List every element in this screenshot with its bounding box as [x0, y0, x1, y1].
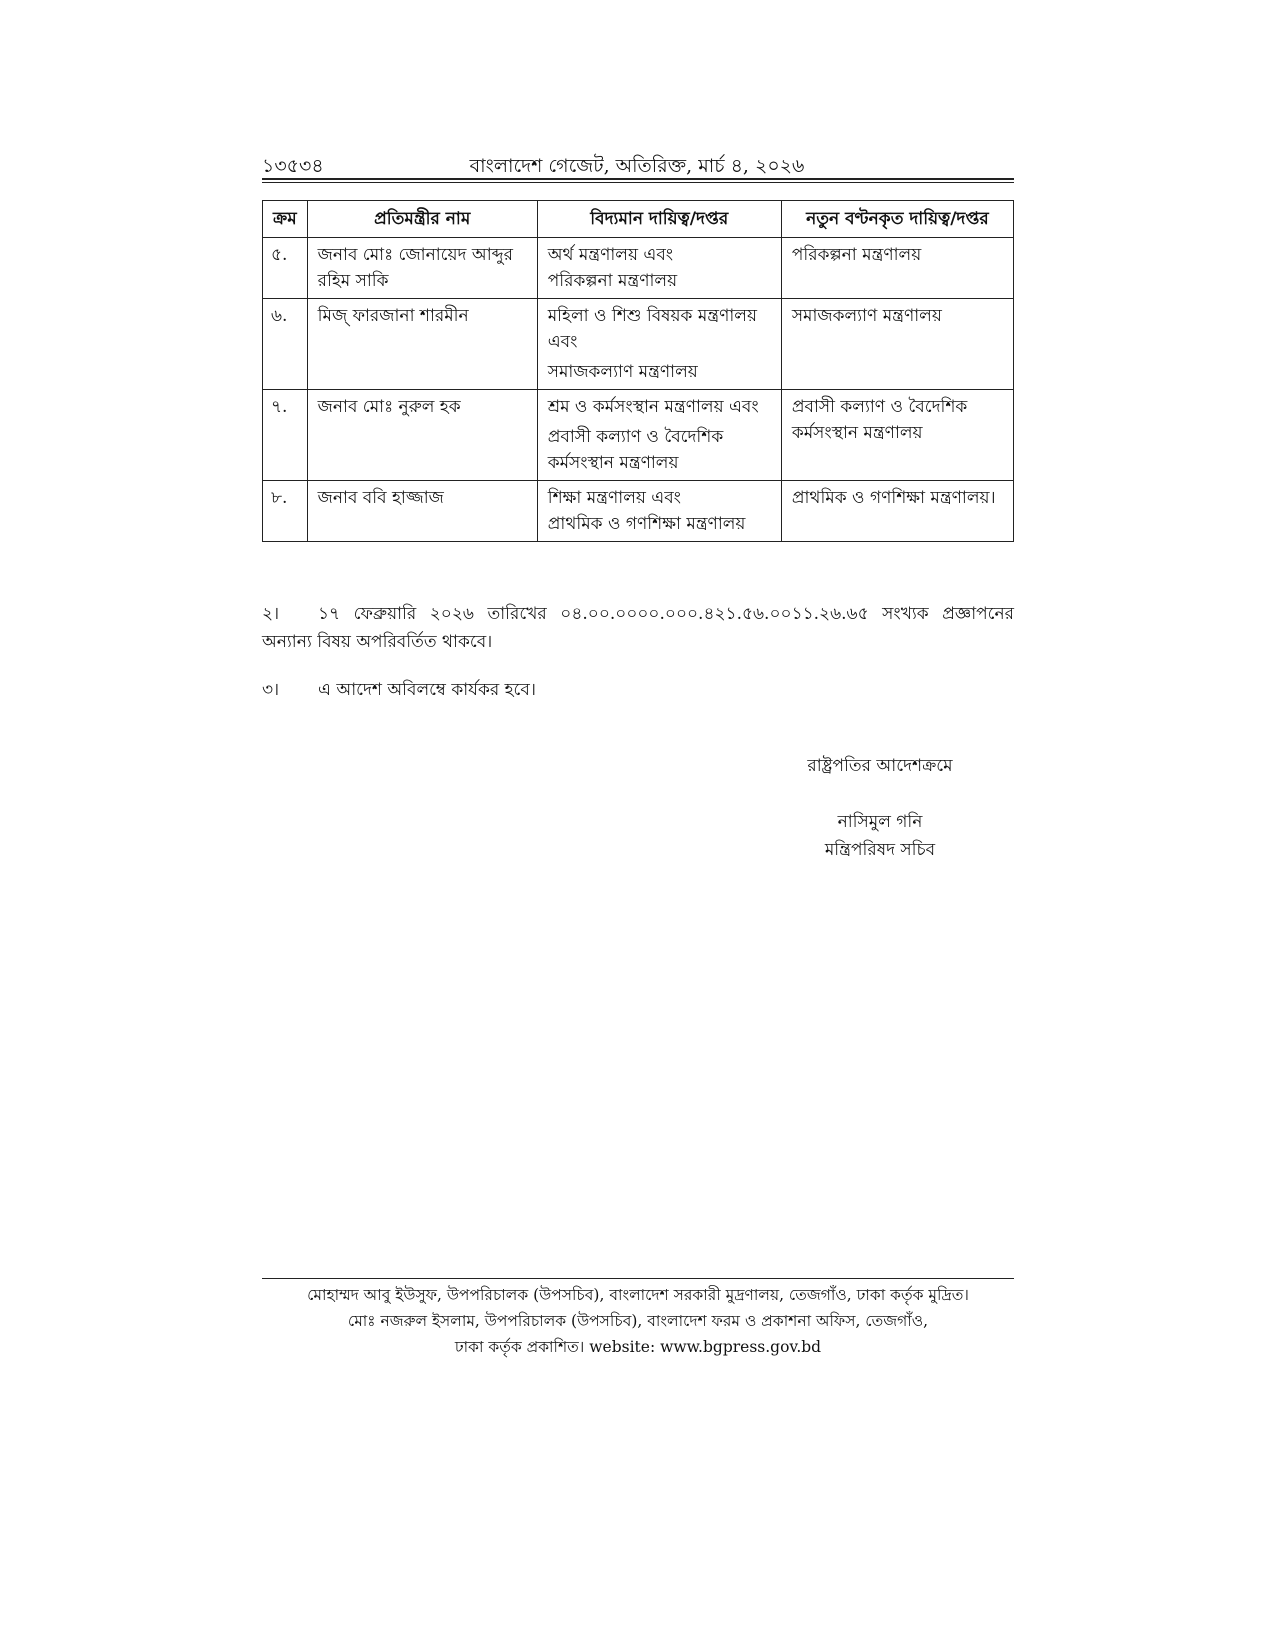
paragraph-3: [262, 676, 1014, 704]
existing-line: অর্থ মন্ত্রণালয় এবং: [547, 245, 674, 265]
header-name: প্রতিমন্ত্রীর নাম: [307, 201, 537, 238]
row-new: পরিকল্পনা মন্ত্রণালয়: [781, 238, 1013, 299]
row-new: প্রবাসী কল্যাণ ও বৈদেশিক কর্মসংস্থান মন্ত্রণালয়: [781, 390, 1013, 481]
row-existing: [537, 481, 781, 542]
existing-line: মহিলা ও শিশু বিষয়ক মন্ত্রণালয় এবং: [547, 306, 757, 352]
row-serial: ৮.: [263, 481, 308, 542]
row-serial: ৭.: [263, 390, 308, 481]
page-header: [262, 152, 1012, 180]
row-serial: ৫.: [263, 238, 308, 299]
signatory-designation: মন্ত্রিপরিষদ সচিব: [824, 840, 936, 860]
header-serial: ক্রম: [263, 201, 308, 238]
row-name: জনাব মোঃ নুরুল হক: [307, 390, 537, 481]
signatory-name: নাসিমুল গনি: [837, 812, 923, 832]
footer-line: মোহাম্মদ আবু ইউসুফ, উপপরিচালক (উপসচিব), বাংলাদেশ সরকারী মুদ্রণালয়, তেজগাঁও, ঢাকা কর্তৃক মুদ্রিত।: [307, 1286, 969, 1304]
imprint-footer: [262, 1282, 1014, 1360]
table-row: [263, 238, 1014, 299]
allocation-table: [262, 200, 1014, 542]
table-row: [263, 390, 1014, 481]
paragraph-number: ৩।: [262, 680, 280, 700]
row-new: প্রাথমিক ও গণশিক্ষা মন্ত্রণালয়।: [781, 481, 1013, 542]
row-name: জনাব ববি হাজ্জাজ: [307, 481, 537, 542]
paragraph-text: এ আদেশ অবিলম্বে কার্যকর হবে।: [318, 680, 536, 700]
row-serial: ৬.: [263, 299, 308, 390]
header-rule: [262, 178, 1014, 180]
existing-line: পরিকল্পনা মন্ত্রণালয়: [547, 271, 678, 291]
footer-line: মোঃ নজরুল ইসলাম, উপপরিচালক (উপসচিব), বাংলাদেশ ফরম ও প্রকাশনা অফিস, তেজগাঁও,: [347, 1312, 929, 1330]
row-name: মিজ্ ফারজানা শারমীন: [307, 299, 537, 390]
header-rule-thin: [262, 182, 1014, 183]
table-row: [263, 481, 1014, 542]
row-name: জনাব মোঃ জোনায়েদ আব্দুর রহিম সাকি: [307, 238, 537, 299]
paragraph-text: ১৭ ফেব্রুয়ারি ২০২৬ তারিখের ০৪.০০.০০০০.০০০.৪২১.৫৬.০০১১.২৬.৬৫ সংখ্যক প্রজ্ঞাপনের অন্যান্য বিষয় অপরিবর্তিত থাকবে।: [262, 604, 1014, 652]
gazette-title: বাংলাদেশ গেজেট, অতিরিক্ত, মার্চ ৪, ২০২৬: [469, 155, 805, 177]
page-number: ১৩৫৩৪: [262, 155, 324, 177]
paragraph-2: [262, 600, 1014, 656]
existing-line: প্রবাসী কল্যাণ ও বৈদেশিক কর্মসংস্থান মন্ত্রণালয়: [547, 427, 724, 473]
row-existing: [537, 390, 781, 481]
footer-line: ঢাকা কর্তৃক প্রকাশিত। website: www.bgpress.gov.bd: [454, 1338, 822, 1356]
row-existing: [537, 299, 781, 390]
table-header-row: [263, 201, 1014, 238]
row-new: সমাজকল্যাণ মন্ত্রণালয়: [781, 299, 1013, 390]
existing-line: প্রাথমিক ও গণশিক্ষা মন্ত্রণালয়: [547, 514, 746, 534]
header-existing: বিদ্যমান দায়িত্ব/দপ্তর: [537, 201, 781, 238]
table-row: [263, 299, 1014, 390]
footer-rule: [262, 1278, 1014, 1279]
row-existing: [537, 238, 781, 299]
existing-line: সমাজকল্যাণ মন্ত্রণালয়: [547, 362, 698, 382]
header-new: নতুন বণ্টনকৃত দায়িত্ব/দপ্তর: [781, 201, 1013, 238]
signature-order: রাষ্ট্রপতির আদেশক্রমে: [807, 756, 953, 776]
existing-line: শিক্ষা মন্ত্রণালয় এবং: [547, 488, 681, 508]
paragraph-number: ২।: [262, 604, 280, 624]
existing-line: শ্রম ও কর্মসংস্থান মন্ত্রণালয় এবং: [547, 397, 759, 417]
